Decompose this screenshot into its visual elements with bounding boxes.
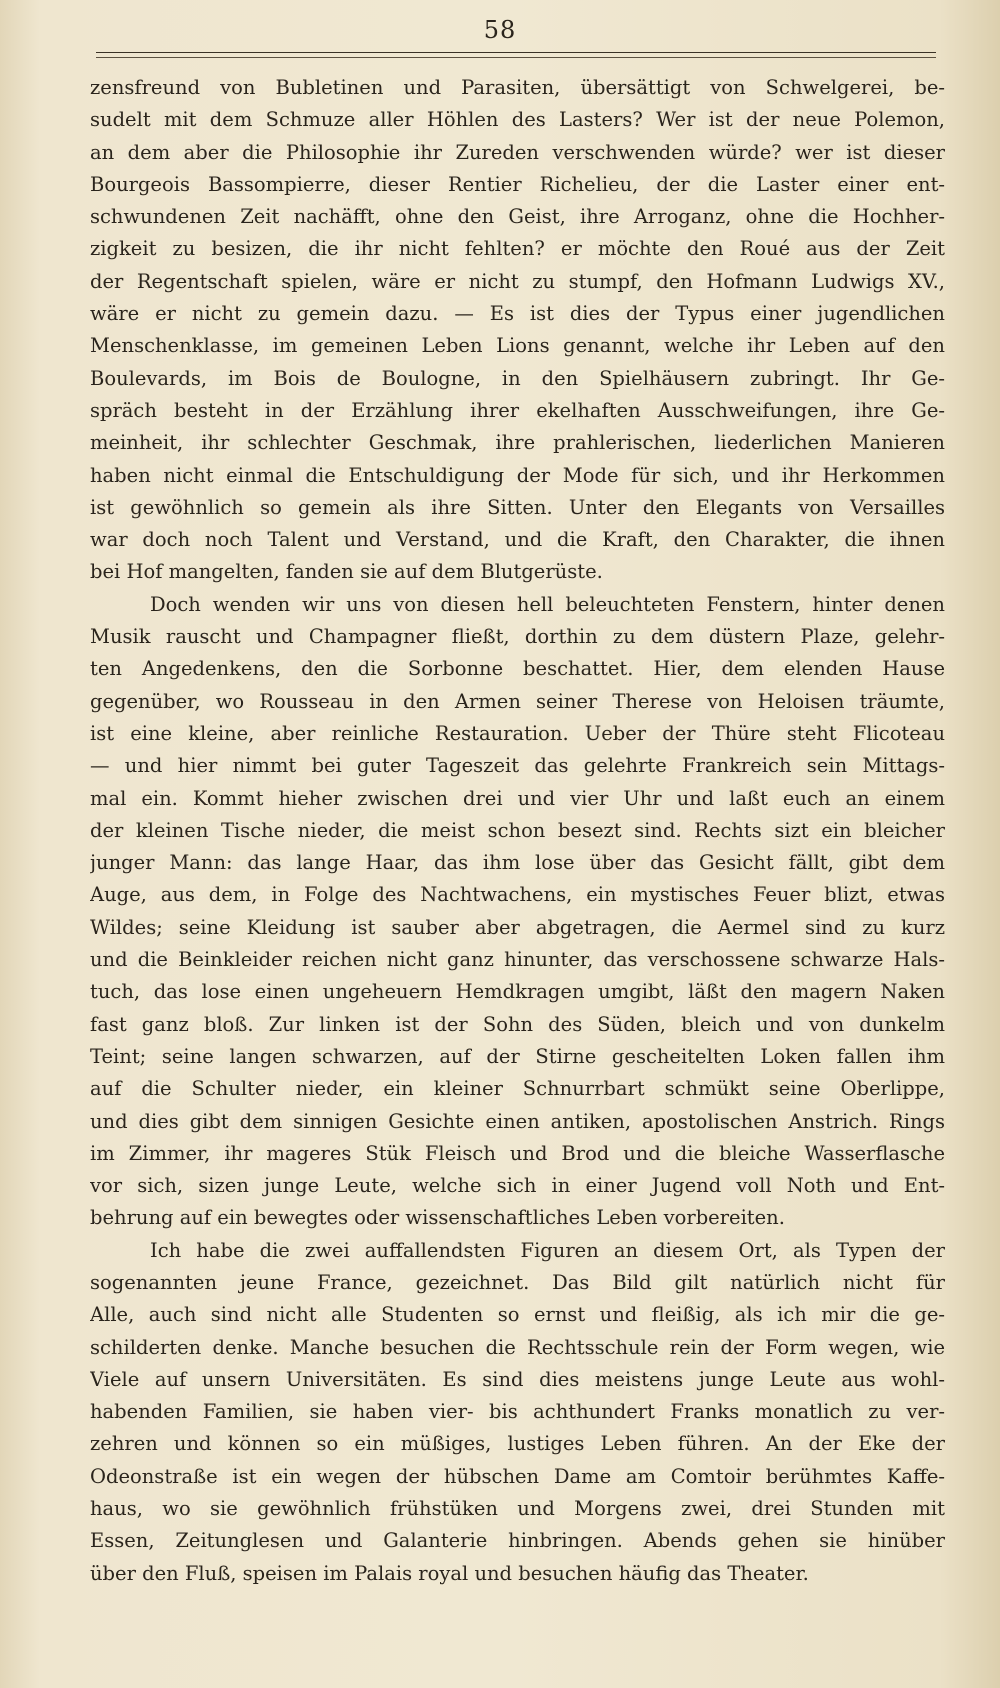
header-rule [96, 52, 936, 53]
text-line: zensfreund von Bubletinen und Parasiten, übersättigt von Schwelgerei, be- [90, 76, 945, 99]
text-line: schilderten denke. Manche besuchen die Rechtsschule rein der Form wegen, wie [90, 1335, 945, 1359]
text-line: habenden Familien, sie haben vier- bis achthundert Franks monatlich zu ver- [90, 1400, 945, 1424]
text-line: mal ein. Kommt hieher zwischen drei und vier Uhr und laßt euch an einem [90, 786, 945, 810]
paragraph [90, 1235, 945, 1590]
text-line: tuch, das lose einen ungeheuern Hemdkragen umgibt, läßt den magern Naken [90, 980, 945, 1004]
text-line: Essen, Zeitunglesen und Galanterie hinbringen. Abends gehen sie hinüber [90, 1529, 945, 1553]
header-rule-thin [96, 57, 936, 58]
text-line: junger Mann: das lange Haar, das ihm lose über das Gesicht fällt, gibt dem [90, 851, 945, 875]
text-line: schwundenen Zeit nachäfft, ohne den Geist, ihre Arroganz, ohne die Hochher- [90, 205, 945, 229]
text-line: Viele auf unsern Universitäten. Es sind dies meistens junge Leute aus wohl- [90, 1367, 945, 1391]
text-line: fast ganz bloß. Zur linken ist der Sohn des Süden, bleich und von dunkelm [90, 1012, 945, 1036]
text-line: ten Angedenkens, den die Sorbonne beschattet. Hier, dem elenden Hause [90, 657, 945, 681]
text-line: an dem aber die Philosophie ihr Zureden verschwenden würde? wer ist dieser [90, 140, 945, 164]
text-line: Auge, aus dem, in Folge des Nachtwachens, ein mystisches Feuer blizt, etwas [90, 883, 945, 907]
text-line: gegenüber, wo Rousseau in den Armen seiner Therese von Heloisen träumte, [90, 689, 945, 713]
text-line: sogenannten jeune France, gezeichnet. Das Bild gilt natürlich nicht für [90, 1270, 945, 1294]
text-line: behrung auf ein bewegtes oder wissenschaftliches Leben vorbereiten. [90, 1206, 785, 1230]
text-line: und die Beinkleider reichen nicht ganz hinunter, das verschossene schwarze Hals- [90, 948, 945, 972]
text-line: Menschenklasse, im gemeinen Leben Lions genannt, welche ihr Leben auf den [90, 334, 945, 358]
text-line: vor sich, sizen junge Leute, welche sich in einer Jugend voll Noth und Ent- [90, 1174, 945, 1198]
text-line: über den Fluß, speisen im Palais royal und besuchen häufig das Theater. [90, 1561, 809, 1585]
text-line: ist gewöhnlich so gemein als ihre Sitten. Unter den Elegants von Versailles [90, 495, 945, 519]
text-line: spräch besteht in der Erzählung ihrer ekelhaften Ausschweifungen, ihre Ge- [90, 398, 945, 422]
body-text [90, 72, 945, 1590]
text-line: der Regentschaft spielen, wäre er nicht zu stumpf, den Hofmann Ludwigs XV., [90, 269, 945, 293]
text-line: Wildes; seine Kleidung ist sauber aber abgetragen, die Aermel sind zu kurz [90, 915, 945, 939]
text-line: zigkeit zu besizen, die ihr nicht fehlten? er möchte den Roué aus der Zeit [90, 237, 945, 261]
text-line: Musik rauscht und Champagner fließt, dorthin zu dem düstern Plaze, gelehr- [90, 625, 945, 649]
text-line: wäre er nicht zu gemein dazu. — Es ist dies der Typus einer jugendlichen [90, 302, 945, 326]
text-line: Teint; seine langen schwarzen, auf der Stirne gescheitelten Loken fallen ihm [90, 1044, 945, 1068]
text-line: war doch noch Talent und Verstand, und die Kraft, den Charakter, die ihnen [90, 528, 945, 552]
text-line: meinheit, ihr schlechter Geschmak, ihre prahlerischen, liederlichen Manieren [90, 431, 945, 455]
text-line: sudelt mit dem Schmuze aller Höhlen des Lasters? Wer ist der neue Polemon, [90, 108, 945, 132]
text-line: bei Hof mangelten, fanden sie auf dem Blutgerüste. [90, 560, 603, 584]
text-line: der kleinen Tische nieder, die meist schon besezt sind. Rechts sizt ein bleicher [90, 818, 945, 842]
text-line: Doch wenden wir uns von diesen hell beleuchteten Fenstern, hinter denen [150, 592, 945, 616]
text-line: Ich habe die zwei auffallendsten Figuren an diesem Ort, als Typen der [150, 1238, 945, 1262]
paragraph [90, 72, 945, 589]
text-line: und dies gibt dem sinnigen Gesichte einen antiken, apostolischen Anstrich. Rings [90, 1109, 945, 1133]
text-line: ist eine kleine, aber reinliche Restauration. Ueber der Thüre steht Flicoteau [90, 721, 945, 745]
text-line: Alle, auch sind nicht alle Studenten so ernst und fleißig, als ich mir die ge- [90, 1303, 945, 1327]
paragraph [90, 589, 945, 1235]
text-line: Boulevards, im Bois de Boulogne, in den Spielhäusern zubringt. Ihr Ge- [90, 366, 945, 390]
text-line: Odeonstraße ist ein wegen der hübschen Dame am Comtoir berühmtes Kaffe- [90, 1464, 945, 1488]
text-line: — und hier nimmt bei guter Tageszeit das gelehrte Frankreich sein Mittags- [90, 754, 945, 778]
text-line: zehren und können so ein müßiges, lustiges Leben führen. An der Eke der [90, 1432, 945, 1456]
text-line: haben nicht einmal die Entschuldigung der Mode für sich, und ihr Herkommen [90, 463, 945, 487]
page-number: 58 [483, 16, 517, 44]
text-line: im Zimmer, ihr mageres Stük Fleisch und Brod und die bleiche Wasserflasche [90, 1141, 945, 1165]
text-line: haus, wo sie gewöhnlich frühstüken und Morgens zwei, drei Stunden mit [90, 1497, 945, 1521]
text-line: auf die Schulter nieder, ein kleiner Schnurrbart schmükt seine Oberlippe, [90, 1077, 945, 1101]
text-line: Bourgeois Bassompierre, dieser Rentier Richelieu, der die Laster einer ent- [90, 172, 945, 196]
